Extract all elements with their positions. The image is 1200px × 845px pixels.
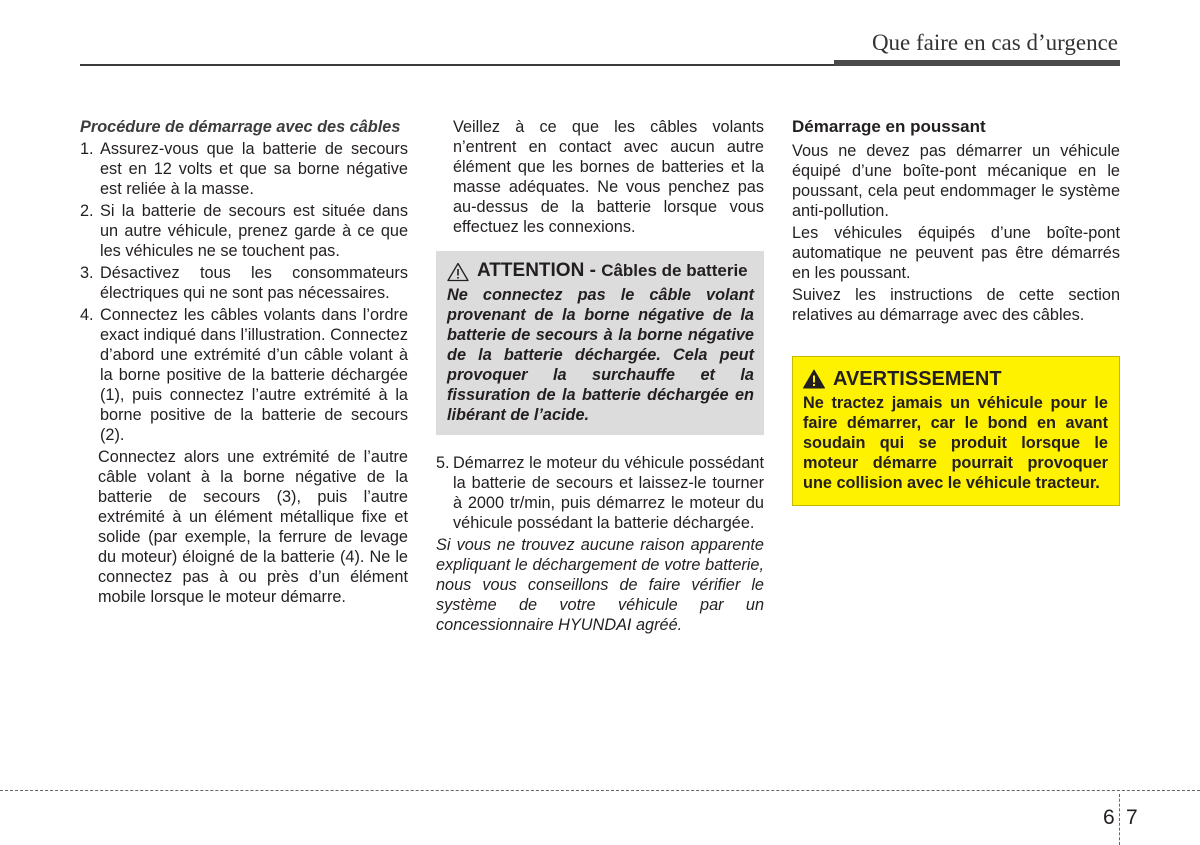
warning-heading	[803, 369, 1108, 389]
step-5	[436, 453, 764, 533]
header-rule-accent	[834, 60, 1120, 66]
step-number: 2.	[80, 202, 94, 220]
attention-body: Ne connectez pas le câble volant provenant de la borne négative de la batterie de secours à la borne négative de la batterie déchargée. Cela peut provoquer la surchauffe et la fissuration de la batterie déchargée en libérant de l’acide.	[447, 286, 754, 424]
push-start-heading: Démarrage en poussant	[792, 117, 986, 136]
header-title: Que faire en cas d’urgence	[871, 30, 1118, 55]
attention-label: ATTENTION -	[477, 260, 602, 281]
dealer-note: Si vous ne trouvez aucune raison apparente expliquant le déchargement de votre batterie, nous vous conseillons de faire vérifier le système de votre véhicule par un concessionnaire HYUNDAI agréé.	[436, 536, 764, 634]
step4-continuation: Connectez alors une extrémité de l’autre câble volant à la borne négative de la batterie de secours (3), puis l’autre extrémité à un élément métallique fixe et solide (par exemple, la ferrure de levage du moteur) éloigné de la batterie (4). Ne le connectez pas à ou près d’un élément mobile lorsque le moteur démarre.	[98, 448, 408, 606]
push-start-paragraph: Suivez les instructions de cette section relatives au démarrage avec des câbles.	[792, 286, 1120, 324]
step-number: 5.	[436, 454, 450, 472]
warning-triangle-icon	[803, 369, 825, 389]
warning-box	[792, 356, 1120, 506]
page-number-divider	[1119, 794, 1120, 845]
step-text: Assurez-vous que la batterie de secours est en 12 volts et que sa borne négative est reliée à la masse.	[100, 140, 408, 198]
section-number: 6	[1103, 806, 1115, 829]
jump-start-steps	[80, 139, 408, 445]
attention-box	[436, 251, 764, 435]
step-text: Si la batterie de secours est située dans un autre véhicule, prenez garde à ce que les véhicules ne se touchent pas.	[100, 202, 408, 260]
right-column	[792, 117, 1120, 506]
page-number: 7	[1126, 806, 1138, 829]
list-item	[80, 201, 408, 261]
push-start-paragraph: Les véhicules équipés d’une boîte-pont automatique ne peuvent pas être démarrés en les poussant.	[792, 224, 1120, 282]
step-number: 3.	[80, 264, 94, 282]
step-text: Désactivez tous les consommateurs électriques qui ne sont pas nécessaires.	[100, 264, 408, 302]
jump-start-subheading: Procédure de démarrage avec des câbles	[80, 118, 401, 136]
step-number: 4.	[80, 306, 94, 324]
attention-title: Câbles de batterie	[601, 261, 748, 280]
list-item	[80, 305, 408, 445]
middle-column	[436, 117, 764, 635]
step-number: 1.	[80, 140, 94, 158]
step-text: Démarrez le moteur du véhicule possédant la batterie de secours et laissez-le tourner à 2000 tr/min, puis démarrez le moteur du véhicule possédant la batterie déchargée.	[453, 454, 764, 532]
warning-body: Ne tractez jamais un véhicule pour le faire démarrer, car le bond en avant soudain qui se produit lorsque le moteur démarre pourrait provoquer une collision avec le véhicule tracteur.	[803, 394, 1108, 492]
push-start-paragraph: Vous ne devez pas démarrer un véhicule équipé d’une boîte-pont mécanique en le poussant, cela peut endommager le système anti-pollution.	[792, 142, 1120, 220]
warning-title: AVERTISSEMENT	[833, 368, 1002, 390]
cable-contact-paragraph: Veillez à ce que les câbles volants n’entrent en contact avec aucun autre élément que les bornes de batteries et la masse adéquates. Ne vous penchez pas au-dessus de la batterie lorsque vous effectuez les connexions.	[453, 118, 764, 236]
list-item	[80, 139, 408, 199]
step-text: Connectez les câbles volants dans l’ordre exact indiqué dans l’illustration. Connectez d’abord une extrémité d’un câble volant à la borne positive de la batterie déchargée (1), puis connectez l’autre extrémité à la borne positive de la batterie de secours (2).	[100, 306, 408, 444]
footer-rule	[0, 790, 1200, 791]
caution-triangle-icon	[447, 262, 469, 282]
left-column	[80, 117, 408, 607]
list-item	[80, 263, 408, 303]
attention-heading	[447, 261, 754, 282]
